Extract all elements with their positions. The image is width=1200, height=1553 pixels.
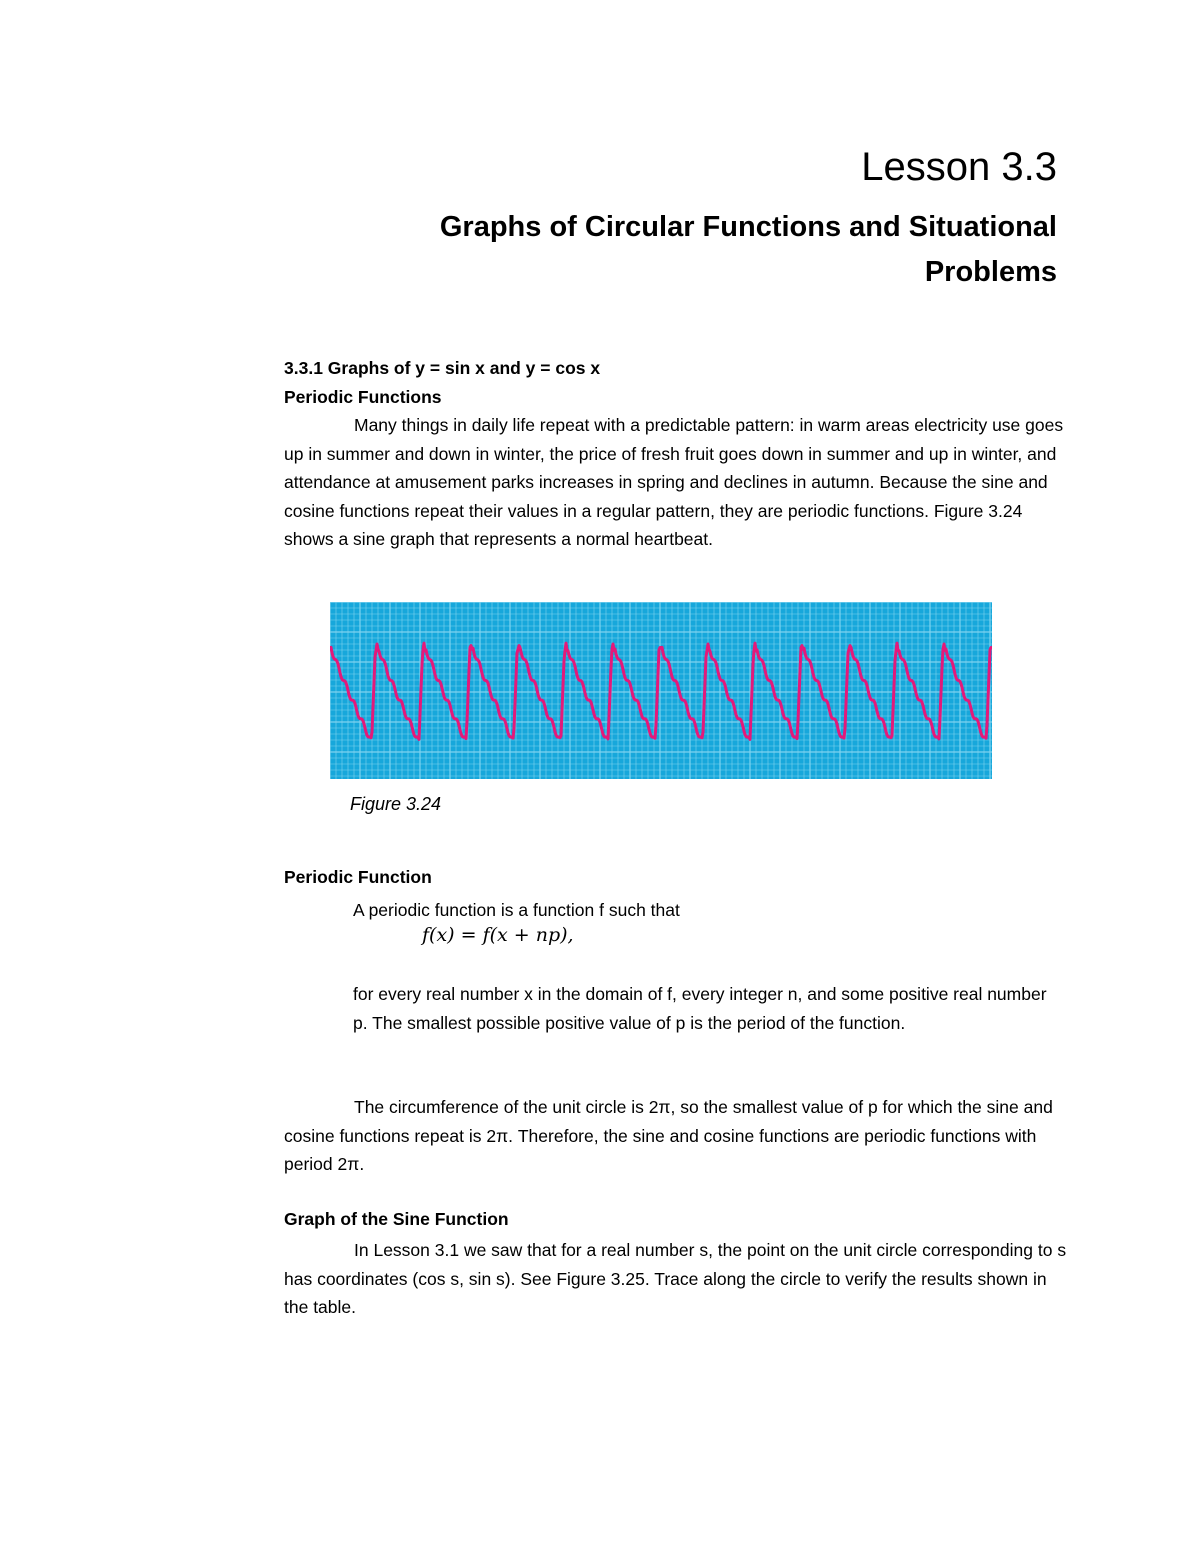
section-title: 3.3.1 Graphs of y = sin x and y = cos x bbox=[284, 358, 601, 378]
definition-body: for every real number x in the domain of f, every integer n, and some positive real number p. The smallest possible positive value of p is the period of the function. bbox=[353, 984, 1047, 1033]
intro-paragraph: Many things in daily life repeat with a predictable pattern: in warm areas electricity use goes up in summer and down in winter, the price of fresh fruit goes down in summer and up in winter, and attendance at amusement parks increases in spring and declines in autumn. Because the sine and cosine functions repeat their values in a regular pattern, they are periodic functions. Figure 3.24 shows a sine graph that represents a normal heartbeat. bbox=[284, 415, 1064, 549]
figure-caption: Figure 3.24 bbox=[350, 794, 442, 814]
lesson-title: Lesson 3.3 bbox=[861, 145, 1057, 189]
lesson-subtitle: Graphs of Circular Functions and Situational Problems bbox=[439, 211, 1057, 288]
sine-section-body: In Lesson 3.1 we saw that for a real number s, the point on the unit circle corresponding to s has coordinates (cos s, sin s). See Figure 3.25. Trace along the circle to verify the results shown in the table. bbox=[284, 1240, 1067, 1317]
definition-lead: A periodic function is a function f such that bbox=[353, 900, 680, 920]
section-subheading: Periodic Functions bbox=[284, 386, 442, 407]
heartbeat-figure bbox=[330, 602, 992, 779]
definition-title: Periodic Function bbox=[284, 867, 432, 887]
periodic-formula: f(x) = f(x + np), bbox=[422, 924, 574, 946]
intro-section bbox=[284, 354, 1064, 554]
ecg-graph bbox=[330, 602, 992, 779]
sine-section-title: Graph of the Sine Function bbox=[284, 1209, 509, 1229]
circumference-paragraph: The circumference of the unit circle is 2π, so the smallest value of p for which the sine and cosine functions repeat is 2π. Therefore, the sine and cosine functions are periodic functions with period 2π. bbox=[284, 1097, 1053, 1174]
